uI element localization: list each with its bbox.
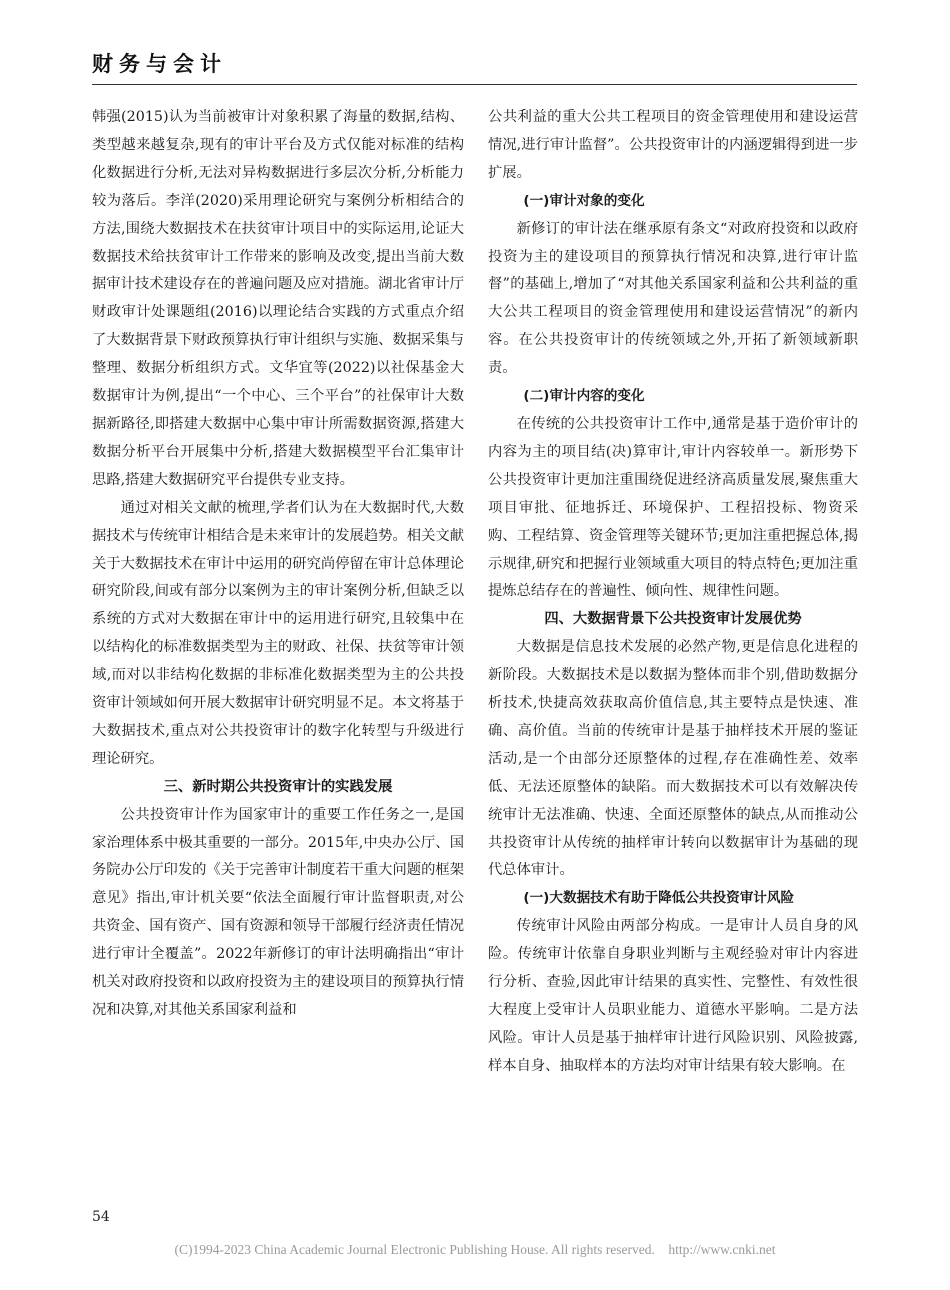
right-paragraph-0: 公共利益的重大公共工程项目的资金管理使用和建设运营情况,进行审计监督”。公共投资审计的内涵逻辑得到进一步扩展。: [488, 109, 858, 181]
left-paragraph-3: 公共投资审计作为国家审计的重要工作任务之一,是国家治理体系中极其重要的一部分。2015年,中央办公厅、国务院办公厅印发的《关于完善审计制度若干重大问题的框架意见》指出,审计机关要“依法全面履行审计监督职责,对公共资金、国有资产、国有资源和领导干部履行经济责任情况进行审计全覆盖”。2022年新修订的审计法明确指出“审计机关对政府投资和以政府投资为主的建设项目的预算执行情况和决算,对其他关系国家利益和: [92, 806, 464, 1018]
section-heading-4: 四、大数据背景下公共投资审计发展优势: [544, 611, 802, 628]
section-heading-3: 三、新时期公共投资审计的实践发展: [163, 778, 393, 795]
left-paragraph-2: 通过对相关文献的梳理,学者们认为在大数据时代,大数据技术与传统审计相结合是未来审计的发展趋势。相关文献关于大数据技术在审计中运用的研究尚停留在审计总体理论研究阶段,间或有部分以案例为主的审计案例分析,但缺乏以系统的方式对大数据在审计中的运用进行研究,且较集中在以结构化的标准数据类型为主的财政、社保、扶贫等审计领域,而对以非结构化数据的非标准化数据类型为主的公共投资审计领域如何开展大数据审计研究明显不足。本文将基于大数据技术,重点对公共投资审计的数字化转型与升级进行理论研究。: [92, 499, 464, 767]
right-paragraph-1: 新修订的审计法在继承原有条文“对政府投资和以政府投资为主的建设项目的预算执行情况和决算,进行审计监督”的基础上,增加了“对其他关系国家利益和公共利益的重大公共工程项目的资金管理使用和建设运营情况”的新内容。在公共投资审计的传统领域之外,开拓了新领域新职责。: [488, 220, 858, 377]
copyright-notice: (C)1994-2023 China Academic Journal Electronic Publishing House. All rights reserved. http://www.cnki.net: [174, 1242, 776, 1257]
right-column: [488, 104, 858, 1081]
right-paragraph-4: 传统审计风险由两部分构成。一是审计人员自身的风险。传统审计依靠自身职业判断与主观经验对审计内容进行分析、查验,因此审计结果的真实性、完整性、有效性很大程度上受审计人员职业能力、道德水平影响。二是方法风险。审计人员是基于抽样审计进行风险识别、风险披露,样本自身、抽取样本的方法均对审计结果有较大影响。在: [488, 918, 858, 1074]
subsection-heading-1: (一)审计对象的变化: [523, 192, 645, 209]
header-divider: [92, 84, 857, 85]
page-number: 54: [92, 1209, 110, 1225]
subsection-heading-2: (二)审计内容的变化: [523, 388, 645, 405]
right-paragraph-3: 大数据是信息技术发展的必然产物,更是信息化进程的新阶段。大数据技术是以数据为整体而非个别,借助数据分析技术,快捷高效获取高价值信息,其主要特点是快速、准确、高价值。当前的传统审计是基于抽样技术开展的鉴证活动,是一个由部分还原整体的过程,存在准确性差、效率低、无法还原整体的缺陷。而大数据技术可以有效解决传统审计无法准确、快速、全面还原整体的缺点,从而推动公共投资审计从传统的抽样审计转向以数据审计为基础的现代总体审计。: [488, 639, 858, 879]
left-paragraph-1: 韩强(2015)认为当前被审计对象积累了海量的数据,结构、类型越来越复杂,现有的审计平台及方式仅能对标准的结构化数据进行分析,无法对异构数据进行多层次分析,分析能力较为落后。李洋(2020)采用理论研究与案例分析相结合的方法,围绕大数据技术在扶贫审计项目中的实际运用,论证大数据技术给扶贫审计工作带来的影响及改变,提出当前大数据审计技术建设存在的普遍问题及应对措施。湖北省审计厅财政审计处课题组(2016)以理论结合实践的方式重点介绍了大数据背景下财政预算执行审计组织与实施、数据采集与整理、数据分析组织方式。文华宜等(2022)以社保基金大数据审计为例,提出“一个中心、三个平台”的社保审计大数据新路径,即搭建大数据中心集中审计所需数据资源,搭建大数据分析平台开展集中分析,搭建大数据模型平台汇集审计思路,搭建大数据研究平台提供专业支持。: [92, 109, 464, 488]
right-paragraph-2: 在传统的公共投资审计工作中,通常是基于造价审计的内容为主的项目结(决)算审计,审计内容较单一。新形势下公共投资审计更加注重围绕促进经济高质量发展,聚焦重大项目审批、征地拆迁、环境保护、工程招投标、物资采购、工程结算、资金管理等关键环节;更加注重把握总体,揭示规律,研究和把握行业领域重大项目的特点特色;更加注重提炼总结存在的普遍性、倾向性、规律性问题。: [488, 415, 858, 600]
journal-title: 财务与会计: [92, 52, 227, 76]
left-column: [92, 104, 464, 1025]
subsection-heading-3: (一)大数据技术有助于降低公共投资审计风险: [523, 890, 795, 907]
